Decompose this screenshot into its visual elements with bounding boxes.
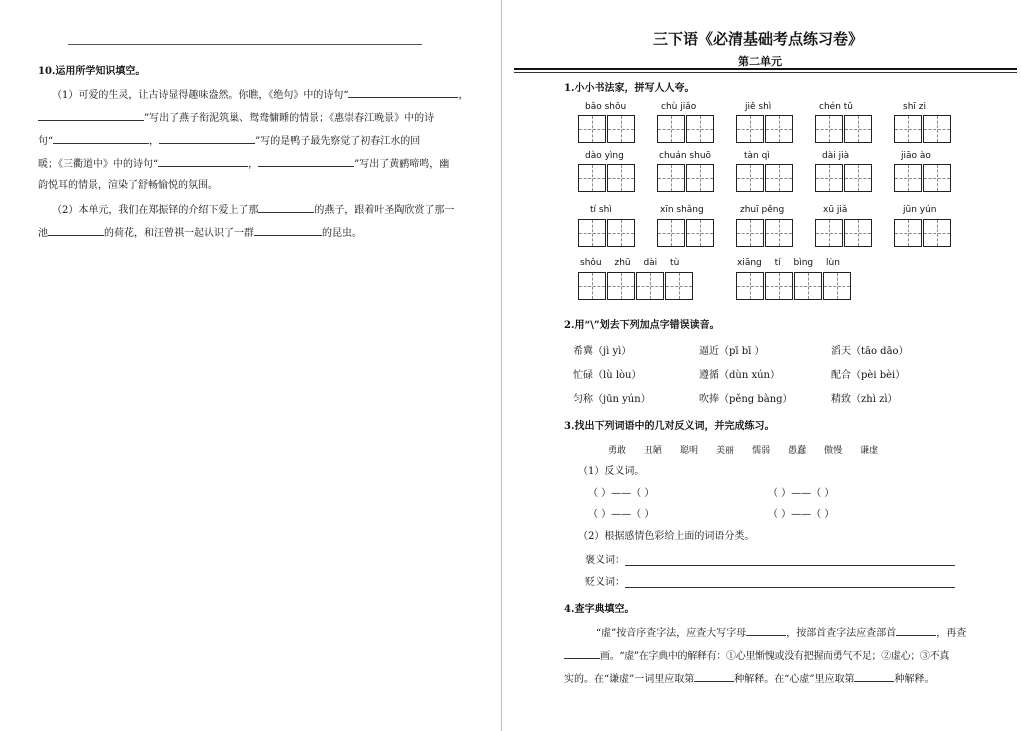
writing-boxes[interactable]: [578, 115, 636, 143]
q3-derog-label: 贬义词：: [585, 577, 625, 588]
q3-praise-label: 褒义词：: [585, 555, 625, 566]
writing-boxes[interactable]: [736, 115, 794, 143]
pinyin-label: xū jiǎ: [823, 205, 848, 215]
blank[interactable]: [348, 87, 458, 98]
pinyin-label: chù jiǎo: [661, 102, 697, 112]
right-page: [503, 0, 1021, 731]
q10-line2: ”写出了燕子衔泥筑巢、鸳鸯慵睡的情景；《惠崇春江晚景》中的诗: [38, 110, 434, 126]
blank[interactable]: [53, 133, 149, 144]
pinyin-label: jiě shì: [745, 102, 772, 112]
pinyin-label: tí shì: [590, 205, 612, 215]
q3-word: 懦弱: [752, 446, 771, 456]
q10-line5: 韵悦耳的情景，渲染了舒畅愉悦的氛围。: [38, 180, 218, 191]
writing-boxes[interactable]: [736, 164, 794, 192]
blank[interactable]: [258, 202, 314, 213]
blank[interactable]: [854, 671, 894, 682]
top-rule: [68, 44, 422, 45]
q4-line1: “虚”按音序查字法，应查大写字母 ，按部首查字法应查部首 ，再查: [596, 625, 966, 641]
pinyin-label: xīn shǎng: [660, 205, 704, 215]
q2-title: 2.用“\”划去下列加点字错误读音。: [564, 320, 720, 331]
q10-line1: （1）可爱的生灵，让古诗显得趣味盎然。你瞧，《绝句》中的诗句“ ，: [52, 87, 468, 103]
unit-subtitle: 第二单元: [738, 55, 782, 68]
pinyin-label: tàn qì: [744, 151, 770, 161]
q3-title: 3.找出下列词语中的几对反义词，并完成练习。: [564, 421, 775, 432]
q3-sub2: （2）根据感情色彩给上面的词语分类。: [578, 531, 755, 542]
writing-boxes[interactable]: [657, 164, 715, 192]
pinyin-label: zhuī pěng: [740, 205, 785, 215]
pinyin-label: dài jià: [822, 151, 850, 161]
pinyin-label: shī zi: [903, 102, 926, 112]
blank[interactable]: [564, 648, 600, 659]
q2-item: 精致（zhì zì）: [831, 394, 898, 405]
blank[interactable]: [258, 156, 354, 167]
blank[interactable]: [159, 133, 255, 144]
pinyin-label: xiāng tí bìng lùn: [737, 258, 840, 268]
q2-item: 忙碌（lù lòu）: [573, 370, 642, 381]
page-title: 三下语《必清基础考点练习卷》: [653, 30, 864, 48]
q2-item: 滔天（tāo dāo）: [831, 346, 909, 357]
writing-boxes[interactable]: [815, 219, 873, 247]
q3-derog-line[interactable]: [625, 587, 955, 588]
pinyin-label: jiāo ào: [901, 151, 931, 161]
q3-sub1: （1）反义词。: [578, 466, 645, 477]
q2-item: 吹捧（pěng bàng）: [699, 394, 793, 405]
pinyin-label: chén tǔ: [819, 102, 853, 112]
writing-boxes[interactable]: [894, 164, 952, 192]
q10-line3: 句“ ， ”写的是鸭子最先察觉了初春江水的回: [38, 133, 420, 149]
header-rule-thick: [514, 68, 1017, 70]
q1-title: 1.小小书法家，拼写人人夸。: [564, 83, 695, 94]
blank[interactable]: [746, 625, 786, 636]
pinyin-label: jūn yún: [903, 205, 937, 215]
writing-boxes[interactable]: [578, 219, 636, 247]
blank[interactable]: [38, 110, 144, 121]
q10-line4: 暖；《三衢道中》中的诗句“ ， ”写出了黄鹂啼鸣，幽: [38, 156, 449, 172]
q10-line7: 池 的荷花，和汪曾祺一起认识了一群 的昆虫。: [38, 225, 362, 241]
blank[interactable]: [254, 225, 322, 236]
antonym-pair[interactable]: （ ）——（ ）: [588, 509, 655, 520]
q3-word: 谦虚: [860, 446, 879, 456]
pinyin-label: shǒu zhū dài tù: [580, 258, 680, 268]
q2-item: 希冀（jì yì）: [573, 346, 632, 357]
writing-boxes[interactable]: [657, 219, 715, 247]
left-page: [0, 0, 501, 731]
q10-title: 10.运用所学知识填空。: [38, 66, 146, 77]
q3-word: 勇敢: [608, 446, 627, 456]
pinyin-label: bǎo shǒu: [585, 102, 627, 112]
writing-boxes[interactable]: [736, 219, 794, 247]
blank[interactable]: [896, 625, 936, 636]
antonym-pair[interactable]: （ ）——（ ）: [768, 488, 835, 499]
q3-word: 美丽: [716, 446, 735, 456]
writing-boxes[interactable]: [815, 164, 873, 192]
writing-boxes[interactable]: [736, 272, 852, 300]
writing-boxes[interactable]: [894, 219, 952, 247]
q3-praise-line[interactable]: [625, 565, 955, 566]
q4-line3: 实的。在“谦虚”一词里应取第 种解释。在“心虚”里应取第 种解释。: [564, 671, 934, 687]
writing-boxes[interactable]: [578, 164, 636, 192]
q2-item: 配合（pèi bèi）: [831, 370, 906, 381]
q3-word-bank: [608, 444, 896, 458]
blank[interactable]: [158, 156, 248, 167]
antonym-pair[interactable]: （ ）——（ ）: [588, 488, 655, 499]
q3-word: 傲慢: [824, 446, 843, 456]
writing-boxes[interactable]: [815, 115, 873, 143]
header-rule-thin: [514, 72, 1017, 73]
q4-line2: 画。“虚”在字典中的解释有：①心里惭愧或没有把握而勇气不足；②虚心；③不真: [564, 648, 949, 664]
q2-item: 逼近（pī bī ）: [699, 346, 765, 357]
q3-word: 聪明: [680, 446, 699, 456]
pinyin-label: chuán shuō: [659, 151, 712, 161]
writing-boxes[interactable]: [657, 115, 715, 143]
writing-boxes[interactable]: [578, 272, 694, 300]
q3-word: 丑陋: [644, 446, 663, 456]
q10-line6: （2）本单元，我们在郑振铎的介绍下爱上了那 的燕子，跟着叶圣陶欣赏了那一: [52, 202, 454, 218]
blank[interactable]: [48, 225, 104, 236]
blank[interactable]: [694, 671, 734, 682]
q2-item: 遵循（dùn xún）: [699, 370, 780, 381]
pinyin-label: dào yìng: [585, 151, 624, 161]
antonym-pair[interactable]: （ ）——（ ）: [768, 509, 835, 520]
page-divider: [501, 0, 502, 731]
writing-boxes[interactable]: [894, 115, 952, 143]
q3-word: 愚蠢: [788, 446, 807, 456]
q2-item: 匀称（jūn yún）: [573, 394, 651, 405]
q4-title: 4.查字典填空。: [564, 604, 635, 615]
